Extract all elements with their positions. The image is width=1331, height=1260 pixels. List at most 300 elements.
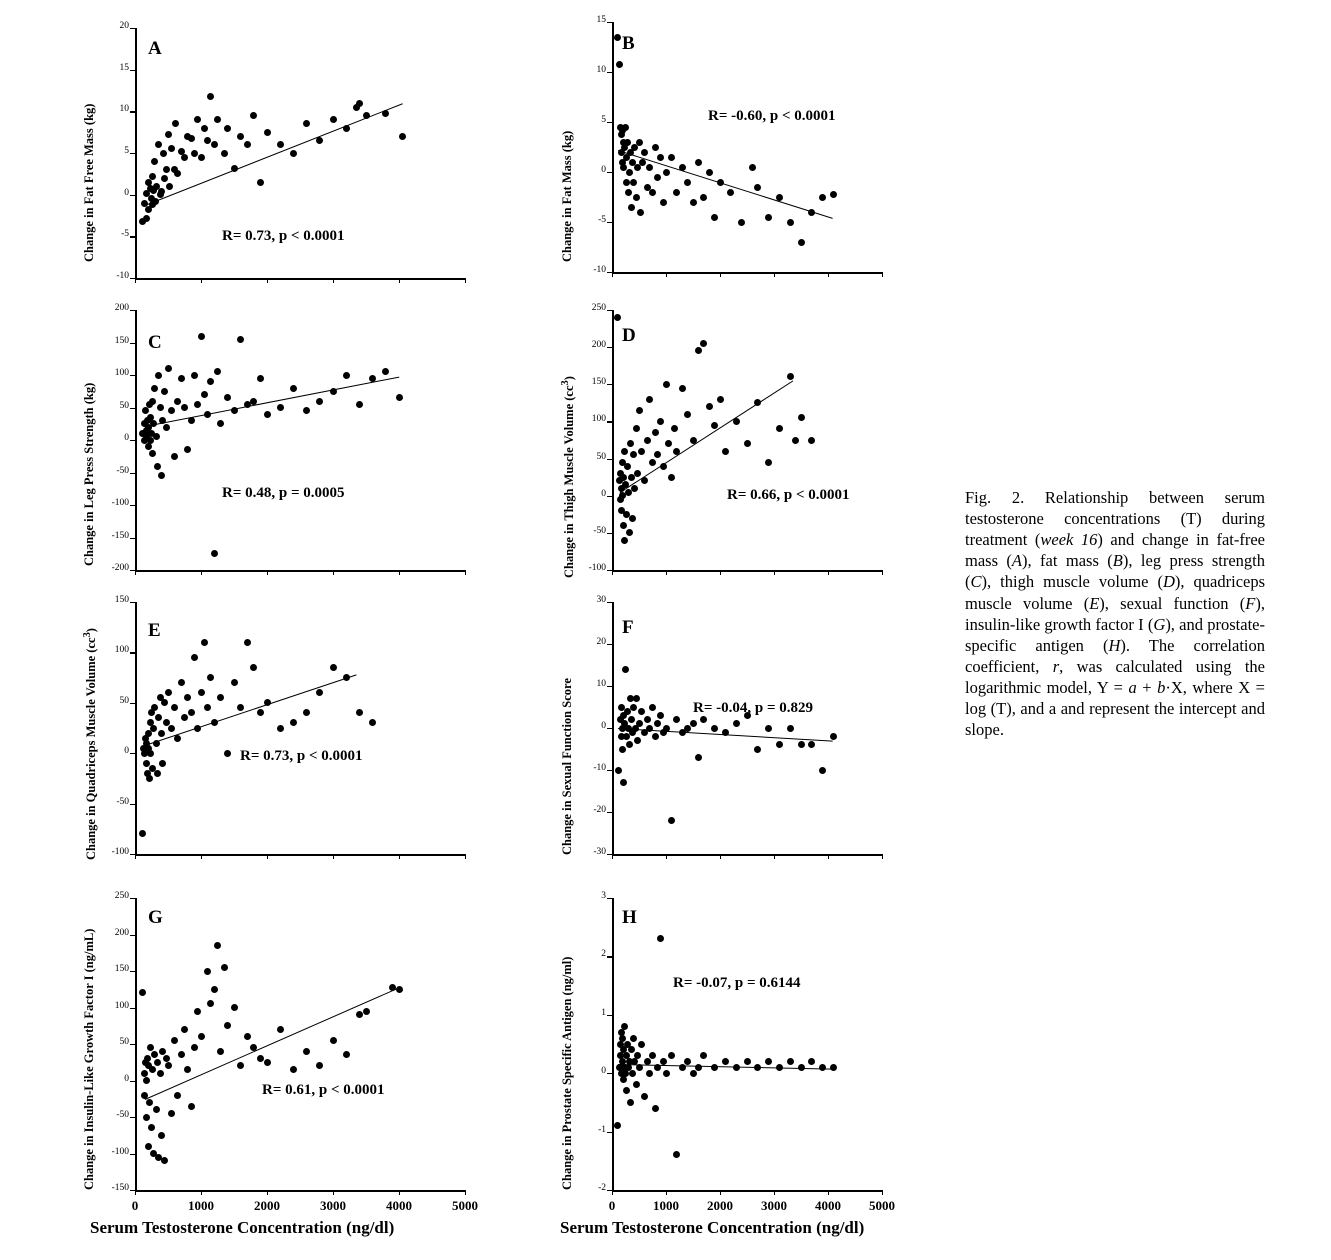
panel-G-data-point [264,1059,271,1066]
panel-D-x-tick [774,570,775,575]
panel-C-x-axis [135,570,465,572]
panel-F-data-point [695,754,702,761]
panel-C-y-axis-label: Change in Leg Press Strength (kg) [82,382,96,566]
panel-H-y-tick [607,956,612,957]
panel-F-annotation: R= -0.04, p = 0.829 [693,700,814,716]
panel-H-data-point [646,1070,653,1077]
panel-G-y-tick-label: -50 [116,1110,129,1120]
panel-E-data-point [178,679,185,686]
panel-H-data-point [649,1052,656,1059]
panel-G-x-tick-label: 1000 [188,1198,214,1213]
panel-F-y-tick-label: 10 [596,679,606,689]
panel-D-x-axis [612,570,882,572]
panel-E-data-point [159,760,166,767]
panel-D-y-tick-label: 150 [591,377,606,388]
panel-E-x-tick [135,854,136,859]
panel-G-data-point [198,1033,205,1040]
panel-F-data-point [628,716,635,723]
panel-E-x-axis [135,854,465,856]
panel-G-data-point [181,1026,188,1033]
panel-D-data-point [621,448,628,455]
panel-F-data-point [619,746,626,753]
panel-E-annotation: R= 0.73, p < 0.0001 [240,748,363,764]
panel-G-x-tick [465,1190,466,1195]
panel-D-data-point [644,437,651,444]
panel-B-data-point [614,34,621,41]
panel-A-data-point [221,150,228,157]
panel-H-y-tick-label: 2 [601,949,606,960]
panel-B-data-point [819,194,826,201]
panel-G-x-tick-label: 0 [131,1198,139,1213]
panel-G-data-point [194,1008,201,1015]
panel-E-y-axis [135,602,137,854]
panel-E-data-point [139,830,146,837]
panel-B-y-tick-label: -5 [598,215,606,225]
panel-C-y-tick-label: -150 [111,530,129,541]
panel-F-x-tick [774,854,775,859]
panel-B-y-tick-label: 10 [596,65,606,75]
panel-C-y-axis [135,310,137,570]
panel-D-data-point [700,340,707,347]
panel-E-y-tick-label: 150 [114,595,129,605]
panel-E-x-tick [201,854,202,859]
panel-A-x-tick [267,278,268,283]
panel-B-data-point [622,124,629,131]
panel-G-y-tick-label: -150 [111,1183,129,1193]
panel-A-data-point [181,154,188,161]
panel-F-data-point [633,695,640,702]
panel-G-data-point [188,1103,195,1110]
panel-E-data-point [146,775,153,782]
figure-caption: Fig. 2. Relationship between serum testosterone concentrations (T) during treatment (week 16) and change in fat-free mass (A), fat mass (B), leg press strength (C), thigh muscle volume (D), quadriceps muscle volume (E), sexual function (F), insulin-like growth factor I (G), and prostate-specific antigen (H). The correlation coefficient, r, was calculated using the logarithmic model, Y = a + b·X, where X = log (T), and a and represent the intercept and slope. [965,488,1266,740]
panel-H-x-tick [720,1190,721,1195]
panel-D-y-tick-label: 0 [601,488,606,499]
panel-G-data-point [214,942,221,949]
panel-D-x-tick [612,570,613,575]
panel-G-data-point [290,1066,297,1073]
panel-C-data-point [161,388,168,395]
panel-G-x-tick-label: 4000 [386,1198,412,1213]
panel-B-data-point [626,169,633,176]
panel-H-x-tick [882,1190,883,1195]
panel-G-y-tick-label: 0 [124,1073,129,1084]
panel-A-letter: A [148,38,162,59]
panel-C-data-point [154,463,161,470]
panel-G-y-tick [130,898,135,899]
panel-F-y-tick [607,812,612,813]
panel-B-data-point [652,144,659,151]
panel-D-y-tick-label: 200 [591,340,606,351]
panel-F-y-tick-label: 20 [596,637,606,647]
panel-B-data-point [727,189,734,196]
panel-C-y-tick-label: -50 [116,465,129,476]
panel-G-data-point [178,1051,185,1058]
panel-G-x-axis [135,1190,465,1192]
panel-D-data-point [620,474,627,481]
panel-H-data-point [657,935,664,942]
panel-E-fit-line [145,675,357,747]
panel-C-x-tick [267,570,268,575]
panel-D-y-tick-label: 50 [596,451,606,462]
panel-C-data-point [382,368,389,375]
panel-H-data-point [652,1105,659,1112]
panel-B-data-point [633,194,640,201]
panel-G-data-point [149,1066,156,1073]
panel-G-y-tick [130,1154,135,1155]
panel-B-data-point [657,154,664,161]
panel-C-data-point [237,336,244,343]
panel-C-y-tick-label: -100 [111,498,129,508]
panel-D-data-point [671,425,678,432]
panel-G-y-axis-label: Change in Insulin-Like Growth Factor I (ng/mL) [82,928,96,1190]
panel-A-data-point [166,183,173,190]
panel-D-data-point [695,347,702,354]
panel-E-y-tick-label: 0 [124,746,129,757]
panel-A-y-tick-label: -10 [116,271,129,281]
panel-A-x-tick [333,278,334,283]
panel-G-data-point [165,1062,172,1069]
panel-G-data-point [237,1062,244,1069]
panel-C-x-tick [399,570,400,575]
panel-C-data-point [356,401,363,408]
panel-C-data-point [257,375,264,382]
panel-C-data-point [181,404,188,411]
panel-D-data-point [626,529,633,536]
panel-C-data-point [224,394,231,401]
panel-C-data-point [171,453,178,460]
panel-A-data-point [356,100,363,107]
panel-E-data-point [188,709,195,716]
panel-B-data-point [630,179,637,186]
panel-A-data-point [207,93,214,100]
panel-E-data-point [217,694,224,701]
panel-C-data-point [191,372,198,379]
panel-C-y-tick-label: 200 [114,303,129,313]
panel-D-data-point [684,411,691,418]
panel-F-data-point [622,666,629,673]
panel-A-x-tick [201,278,202,283]
panel-H-x-tick-label: 2000 [707,1198,733,1213]
panel-A-data-point [163,166,170,173]
panel-B-data-point [641,149,648,156]
panel-A-y-tick [130,70,135,71]
panel-G-y-tick [130,1081,135,1082]
panel-C-y-tick [130,538,135,539]
panel-G-data-point [356,1011,363,1018]
panel-D-y-tick [607,347,612,348]
panel-G-data-point [159,1048,166,1055]
panel-D-data-point [638,448,645,455]
panel-A-data-point [188,135,195,142]
panel-G-letter: G [148,907,163,928]
panel-C-y-tick-label: -200 [111,563,129,573]
panel-E-data-point [165,689,172,696]
panel-B-x-tick [720,272,721,277]
panel-G-data-point [244,1033,251,1040]
panel-H-y-tick [607,1015,612,1016]
panel-G-data-point [157,1070,164,1077]
panel-C-data-point [343,372,350,379]
panel-B-x-tick [612,272,613,277]
panel-A-y-tick-label: 15 [119,62,129,73]
panel-C-y-tick-label: 0 [124,433,129,443]
panel-F-x-tick [828,854,829,859]
panel-A-y-tick [130,28,135,29]
panel-F-data-point [808,741,815,748]
panel-G-y-tick [130,1008,135,1009]
panel-F-data-point [776,741,783,748]
panel-F-data-point [654,720,661,727]
panel-A-y-tick-label: 5 [124,146,129,156]
panel-C-data-point [184,446,191,453]
panel-E-y-tick [130,602,135,603]
panel-A-data-point [250,112,257,119]
panel-C-y-tick-label: 100 [114,368,129,378]
panel-C-data-point [157,404,164,411]
panel-G-data-point [144,1055,151,1062]
panel-D-data-point [711,422,718,429]
panel-D-data-point [657,418,664,425]
panel-B-y-tick [607,172,612,173]
panel-A-y-tick-label: 20 [119,21,129,31]
panel-C-data-point [155,372,162,379]
panel-C-data-point [142,407,149,414]
panel-G-data-point [343,1051,350,1058]
panel-D-data-point [765,459,772,466]
panel-G-x-tick [333,1190,334,1195]
panel-B-x-tick [666,272,667,277]
panel-G-data-point [141,1070,148,1077]
panel-G-x-tick-label: 5000 [452,1198,478,1213]
panel-D-x-tick [666,570,667,575]
panel-E-y-tick-label: -50 [116,796,129,807]
panel-D-data-point [634,470,641,477]
panel-G-data-point [163,1055,170,1062]
panel-C-data-point [149,398,156,405]
panel-G-data-point [171,1037,178,1044]
panel-D-data-point [679,385,686,392]
panel-D-data-point [620,522,627,529]
panel-G-x-tick-label: 3000 [320,1198,346,1213]
panel-G-data-point [148,1124,155,1131]
panel-C-y-tick [130,343,135,344]
panel-G-y-tick-label: -100 [111,1146,129,1157]
panel-E-y-tick-label: 50 [119,695,129,706]
panel-A-data-point [330,116,337,123]
panel-F-data-point [615,767,622,774]
panel-A-data-point [165,131,172,138]
panel-F-data-point [630,704,637,711]
panel-F-data-point [765,725,772,732]
panel-F-data-point [700,716,707,723]
panel-E-data-point [244,639,251,646]
panel-A-data-point [174,170,181,177]
panel-A-y-axis-label: Change in Fat Free Mass (kg) [82,103,96,262]
panel-E-y-tick [130,652,135,653]
panel-E-data-point [161,699,168,706]
panel-D-y-tick-label: 100 [591,414,606,425]
panel-D-annotation: R= 0.66, p < 0.0001 [727,487,850,503]
panel-B-data-point [749,164,756,171]
panel-H-y-tick-label: 3 [601,891,606,901]
panel-E-x-tick [399,854,400,859]
panel-A-y-tick [130,195,135,196]
panel-F-data-point [787,725,794,732]
panel-G-data-point [221,964,228,971]
panel-G-data-point [143,1077,150,1084]
panel-C-y-tick [130,440,135,441]
panel-B-data-point [706,169,713,176]
panel-G-data-point [184,1066,191,1073]
panel-D-data-point [787,373,794,380]
panel-E-data-point [184,694,191,701]
panel-C-data-point [217,420,224,427]
panel-F-data-point [649,704,656,711]
panel-C-y-tick-label: 150 [114,335,129,346]
panel-E-data-point [316,689,323,696]
panel-E-data-point [369,719,376,726]
panel-H-x-tick-label: 4000 [815,1198,841,1213]
panel-A-y-tick [130,236,135,237]
panel-D-data-point [665,440,672,447]
panel-D-data-point [627,440,634,447]
panel-D-y-tick [607,310,612,311]
panel-H-data-point [787,1058,794,1065]
panel-H-x-tick-label: 5000 [869,1198,895,1213]
panel-D-data-point [630,451,637,458]
panel-C-y-tick-label: 50 [119,400,129,411]
panel-C-letter: C [148,332,162,353]
panel-H-y-tick-label: 1 [601,1007,606,1018]
panel-E-data-point [257,709,264,716]
panel-E-data-point [151,704,158,711]
panel-C-data-point [264,411,271,418]
panel-C-data-point [178,375,185,382]
panel-H-data-point [634,1052,641,1059]
panel-F-y-tick [607,644,612,645]
panel-F-data-point [830,733,837,740]
panel-H-x-tick-label: 1000 [653,1198,679,1213]
panel-E-data-point [155,714,162,721]
panel-H-y-tick-label: -1 [598,1124,606,1135]
panel-A-y-tick-label: -5 [121,229,129,240]
panel-D-data-point [629,515,636,522]
panel-G-data-point [211,986,218,993]
panel-B-annotation: R= -0.60, p < 0.0001 [708,108,836,124]
panel-G-data-point [363,1008,370,1015]
panel-G-data-point [147,1044,154,1051]
panel-C-y-tick [130,375,135,376]
panel-E-data-point [150,725,157,732]
panel-H-data-point [633,1081,640,1088]
panel-B-y-tick [607,222,612,223]
panel-A-x-tick [399,278,400,283]
panel-A-data-point [201,125,208,132]
panel-A-data-point [160,150,167,157]
panel-H-data-point [700,1052,707,1059]
panel-G-data-point [330,1037,337,1044]
panel-E-data-point [231,679,238,686]
panel-H-data-point [744,1058,751,1065]
panel-E-data-point [356,709,363,716]
panel-G-data-point [139,989,146,996]
panel-D-data-point [614,314,621,321]
panel-H-x-tick [774,1190,775,1195]
panel-F-y-tick-label: -20 [593,805,606,815]
panel-F-x-axis [612,854,882,856]
panel-G-data-point [174,1092,181,1099]
panel-G-x-tick [201,1190,202,1195]
panel-H-x-tick-label: 0 [608,1198,616,1213]
panel-C-data-point [174,398,181,405]
panel-B-data-point [695,159,702,166]
panel-H-data-point [673,1151,680,1158]
panel-F-data-point [690,720,697,727]
panel-A-data-point [194,116,201,123]
panel-H-y-axis-label: Change in Prostate Specific Antigen (ng/ml) [560,956,574,1190]
panel-A-annotation: R= 0.73, p < 0.0001 [222,228,345,244]
panel-A-data-point [224,125,231,132]
panel-F-y-axis-label: Change in Sexual Function Score [560,678,574,855]
panel-F-data-point [754,746,761,753]
panel-A-y-tick-label: 0 [124,187,129,198]
panel-B-x-tick [828,272,829,277]
panel-H-data-point [663,1070,670,1077]
panel-A-data-point [149,173,156,180]
panel-C-data-point [214,368,221,375]
panel-D-x-tick [720,570,721,575]
panel-E-y-tick-label: -100 [111,847,129,857]
panel-A-y-tick [130,111,135,112]
panel-C-data-point [168,407,175,414]
panel-B-data-point [668,154,675,161]
panel-D-data-point [744,440,751,447]
panel-G-x-tick [135,1190,136,1195]
panel-E-y-axis-label: Change in Quadriceps Muscle Volume $(cc^3)$ [82,628,99,860]
panel-B-data-point [673,189,680,196]
panel-C-data-point [153,433,160,440]
panel-C-y-tick [130,310,135,311]
panel-G-data-point [145,1143,152,1150]
panel-C-data-point [158,472,165,479]
panel-B-y-tick [607,122,612,123]
panel-D-y-tick [607,496,612,497]
panel-F-data-point [711,725,718,732]
panel-D-data-point [636,407,643,414]
x-axis-title-right: Serum Testosterone Concentration (ng/dl) [560,1218,865,1237]
panel-B-y-axis [612,22,614,272]
panel-C-data-point [201,391,208,398]
panel-H-data-point [690,1070,697,1077]
panel-B-data-point [711,214,718,221]
panel-E-data-point [277,725,284,732]
panel-D-data-point [663,381,670,388]
panel-G-y-tick [130,1044,135,1045]
panel-G-y-tick [130,971,135,972]
panel-F-y-tick-label: 0 [601,721,606,731]
panel-B-y-tick-label: 5 [601,115,606,125]
panel-H-x-tick-label: 3000 [761,1198,787,1213]
panel-A-data-point [161,175,168,182]
panel-H-y-tick [607,898,612,899]
panel-G-data-point [231,1004,238,1011]
panel-F-y-tick-label: -30 [593,847,606,857]
x-axis-title-left: Serum Testosterone Concentration (ng/dl) [90,1218,395,1237]
panel-E-y-tick [130,804,135,805]
panel-C-data-point [149,450,156,457]
panel-D-y-tick-label: -100 [588,563,606,573]
panel-C-annotation: R= 0.48, p = 0.0005 [222,485,345,501]
